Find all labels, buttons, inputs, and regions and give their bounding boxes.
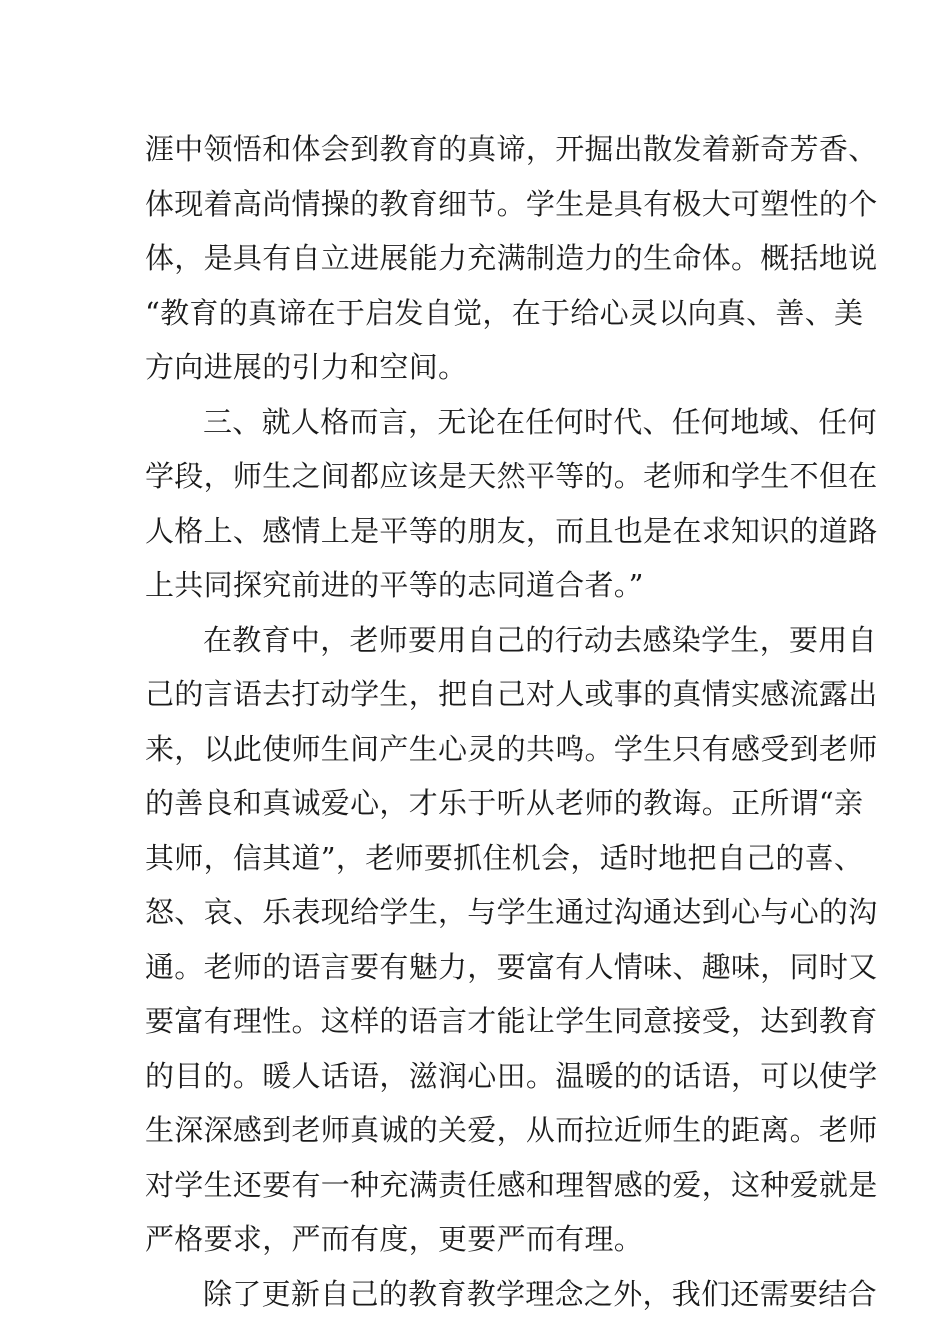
body-text	[145, 122, 878, 1321]
text-line: 己的言语去打动学生，把自己对人或事的真情实感流露出	[145, 677, 878, 711]
text-line: 对学生还要有一种充满责任感和理智感的爱，这种爱就是	[145, 1167, 878, 1202]
text-line: 在教育中，老师要用自己的行动去感染学生，要用自	[203, 622, 877, 657]
text-line: 除了更新自己的教育教学理念之外，我们还需要结合	[203, 1276, 877, 1311]
text-line: 方向进展的引力和空间。	[145, 350, 468, 384]
text-line: 怒、哀、乐表现给学生，与学生通过沟通达到心与心的沟	[145, 895, 878, 929]
text-line: 三、就人格而言，无论在任何时代、任何地域、任何	[203, 404, 877, 439]
text-line: 通。老师的语言要有魅力，要富有人情味、趣味，同时又	[145, 949, 878, 984]
text-line: 来，以此使师生间产生心灵的共鸣。学生只有感受到老师	[145, 731, 878, 766]
text-line: 的目的。暖人话语，滋润心田。温暖的的话语，可以使学	[145, 1058, 878, 1093]
text-line: 体现着高尚情操的教育细节。学生是具有极大可塑性的个	[145, 186, 878, 221]
text-line: 严格要求，严而有度，更要严而有理。	[145, 1222, 644, 1256]
text-line: 涯中领悟和体会到教育的真谛，开掘出散发着新奇芳香、	[145, 132, 878, 166]
text-line: 人格上、感情上是平等的朋友，而且也是在求知识的道路	[145, 513, 878, 548]
text-line: “教育的真谛在于启发自觉，在于给心灵以向真、善、美	[145, 295, 864, 330]
text-line: 体，是具有自立进展能力充满制造力的生命体。概括地说	[145, 241, 878, 275]
text-line: 要富有理性。这样的语言才能让学生同意接受，达到教育	[145, 1004, 878, 1038]
text-line: 生深深感到老师真诚的关爱，从而拉近师生的距离。老师	[145, 1113, 878, 1147]
text-line: 上共同探究前进的平等的志同道合者。”	[145, 568, 644, 602]
text-line: 学段，师生之间都应该是天然平等的。老师和学生不但在	[145, 459, 878, 493]
text-line: 的善良和真诚爱心，才乐于听从老师的教诲。正所谓“亲	[145, 786, 864, 820]
text-line: 其师，信其道”，老师要抓住机会，适时地把自己的喜、	[145, 840, 864, 875]
